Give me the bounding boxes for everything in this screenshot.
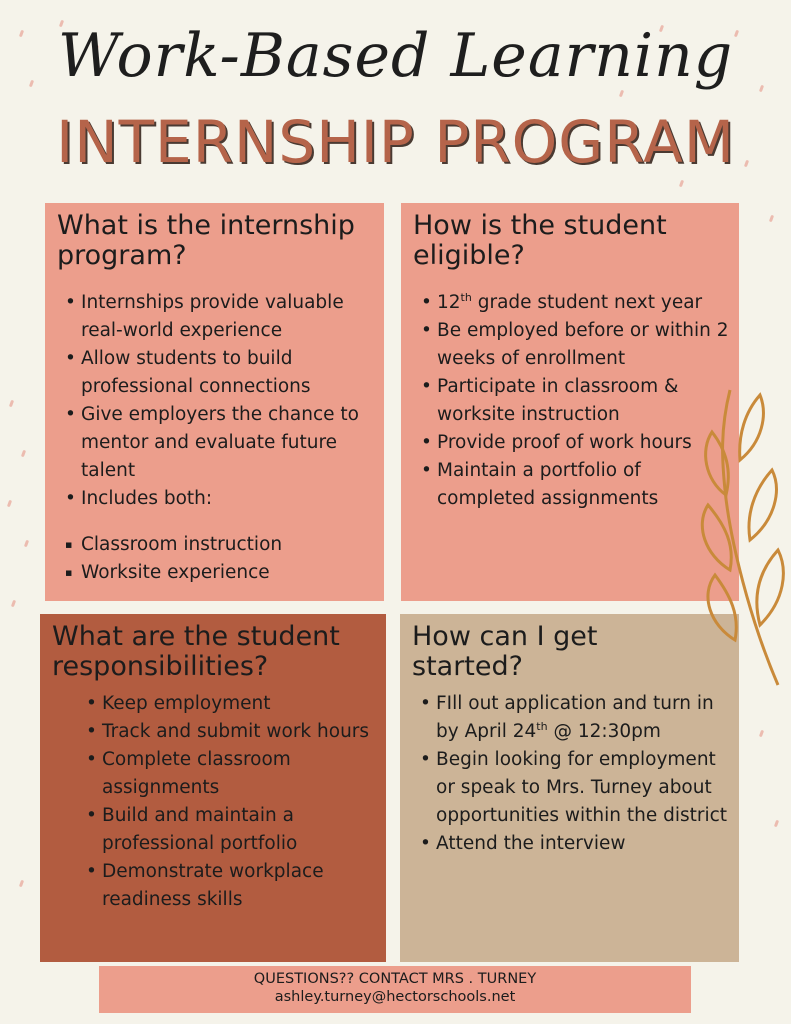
main-title: INTERNSHIP PROGRAM: [56, 108, 735, 176]
box-heading: [52, 622, 376, 682]
bullet-list: [413, 289, 729, 513]
heading-line: program?: [57, 240, 187, 271]
footer-line: QUESTIONS?? CONTACT MRS . TURNEY: [253, 971, 537, 987]
list-item: • Provide proof of work hours: [437, 429, 729, 457]
list-item: • Attend the interview: [436, 830, 729, 858]
heading-line: eligible?: [413, 240, 525, 271]
list-item: • Participate in classroom & worksite instruction: [437, 373, 729, 429]
list-item: • 12th grade student next year: [437, 289, 729, 317]
eligibility-box: [401, 203, 739, 601]
list-item: • Track and submit work hours: [102, 718, 376, 746]
heading-line: What are the student: [52, 621, 340, 652]
list-item: • FIll out application and turn in by April 24th @ 12:30pm: [436, 690, 729, 746]
script-title: Work-Based Learning: [57, 21, 734, 91]
list-item: • Begin looking for employment or speak to Mrs. Turney about opportunities within the district: [436, 746, 729, 830]
list-item: • Internships provide valuable real-world experience: [81, 289, 374, 345]
sub-bullet-list: [57, 531, 374, 587]
bullet-list: [57, 289, 374, 513]
box-heading: [57, 211, 374, 271]
list-item: • Demonstrate workplace readiness skills: [102, 858, 376, 914]
contact-footer: [99, 966, 691, 1013]
sub-list-item: ▪ Worksite experience: [81, 559, 374, 587]
list-item: • Includes both:: [81, 485, 374, 513]
leaf-branch-icon: [690, 370, 790, 690]
box-heading: [412, 622, 729, 682]
list-item: • Maintain a portfolio of completed assignments: [437, 457, 729, 513]
list-item: • Give employers the chance to mentor and evaluate future talent: [81, 401, 374, 485]
contact-email: ashley.turney@hectorschools.net: [274, 989, 516, 1005]
internship-program-box: [45, 203, 384, 601]
responsibilities-box: [40, 614, 386, 962]
list-item: • Build and maintain a professional portfolio: [102, 802, 376, 858]
heading-line: What is the internship: [57, 210, 355, 241]
heading-line: started?: [412, 651, 523, 682]
heading-line: responsibilities?: [52, 651, 269, 682]
box-heading: [413, 211, 729, 271]
list-item: • Be employed before or within 2 weeks of enrollment: [437, 317, 729, 373]
heading-line: How can I get: [412, 621, 598, 652]
bullet-list: [52, 690, 376, 914]
get-started-box: [400, 614, 739, 962]
list-item: • Keep employment: [102, 690, 376, 718]
heading-line: How is the student: [413, 210, 667, 241]
list-item: • Allow students to build professional connections: [81, 345, 374, 401]
bullet-list: [412, 690, 729, 858]
sub-list-item: ▪ Classroom instruction: [81, 531, 374, 559]
list-item: • Complete classroom assignments: [102, 746, 376, 802]
